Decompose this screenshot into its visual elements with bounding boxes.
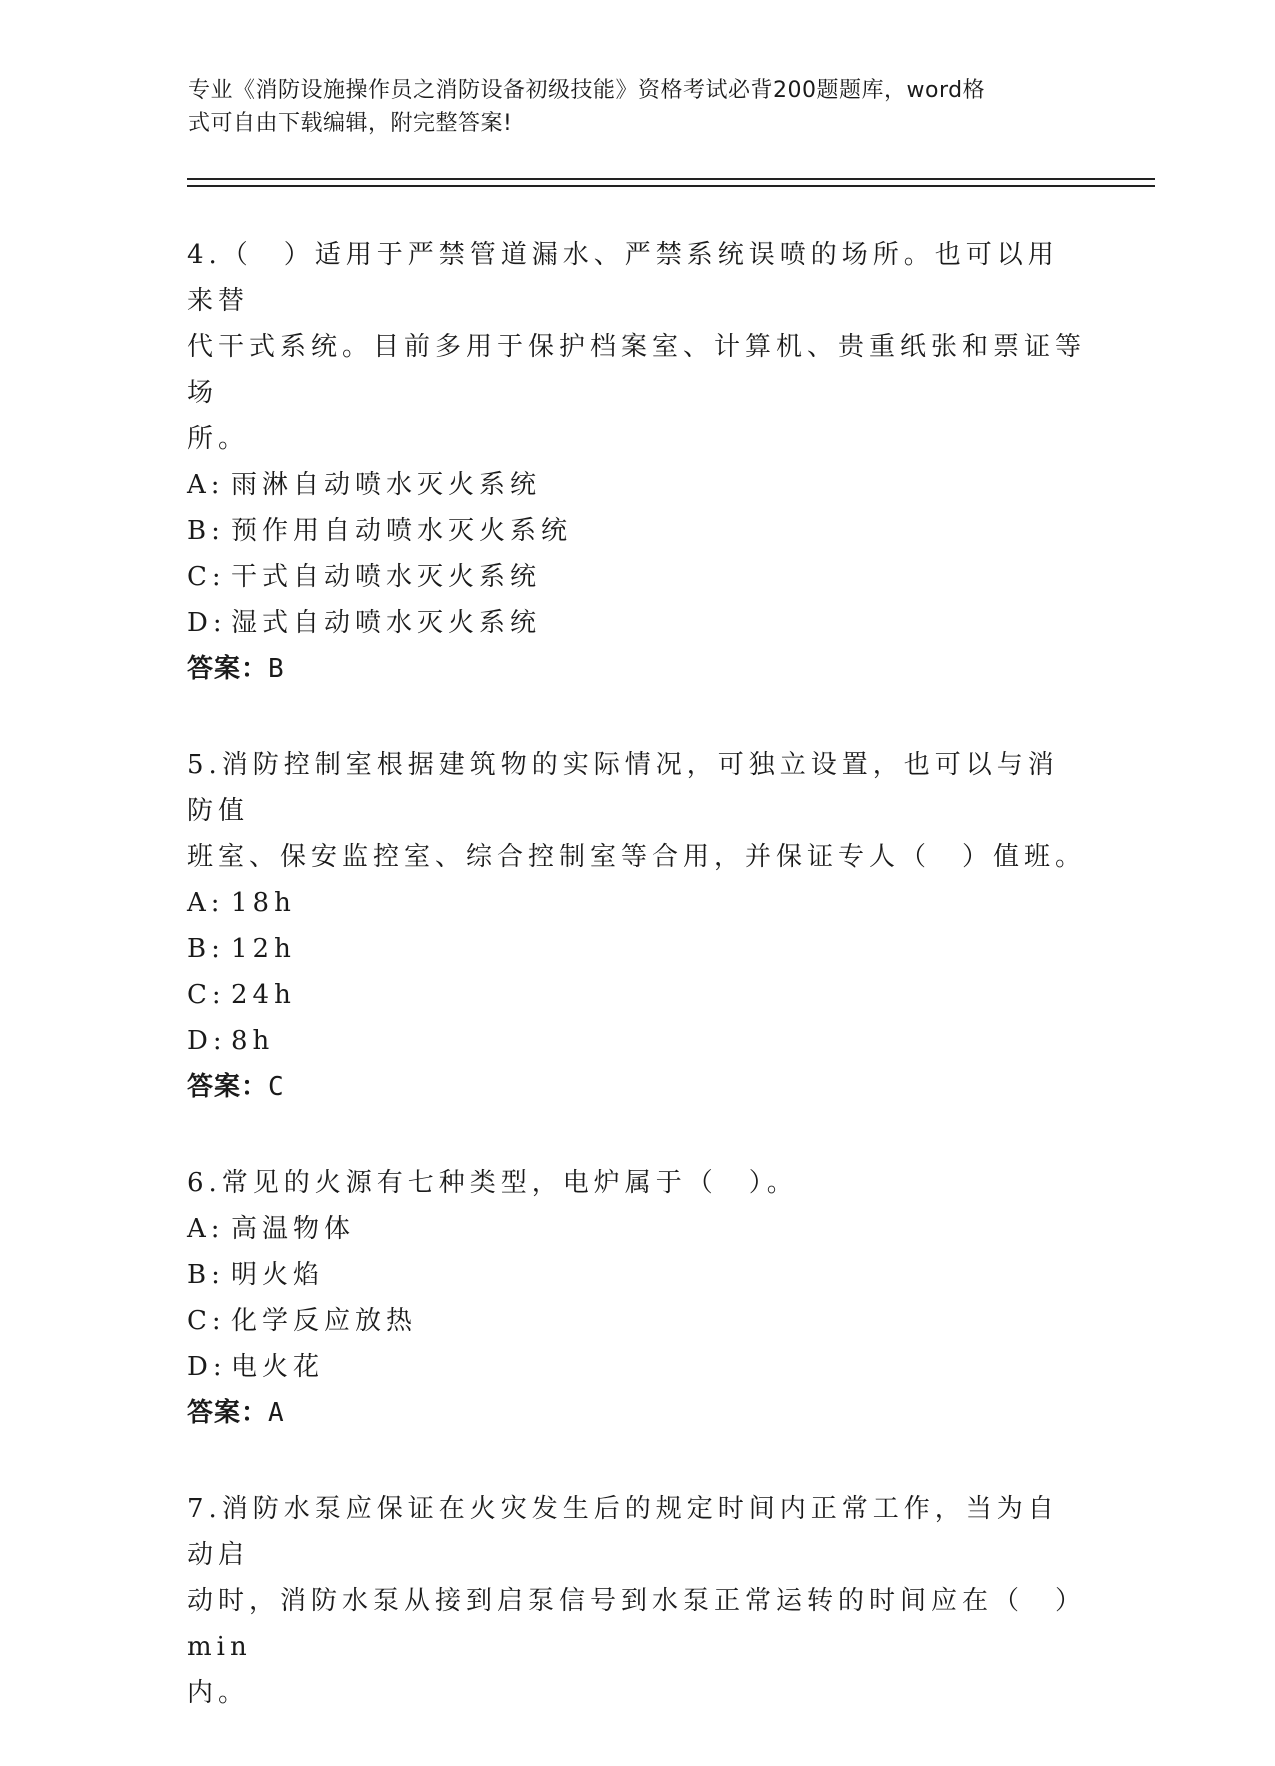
answer-label: 答案： — [187, 654, 269, 684]
question-7 — [187, 1486, 1087, 1716]
header-line-1: 专业《消防设施操作员之消防设备初级技能》资格考试必背200题题库，word格 — [188, 78, 986, 103]
answer — [187, 1390, 1087, 1436]
option-key: A: — [187, 888, 225, 918]
question-4 — [187, 232, 1087, 692]
header-divider-top — [187, 178, 1155, 180]
option-key: D: — [187, 1026, 227, 1056]
option-text: 18h — [231, 888, 296, 918]
option-key: C: — [187, 980, 226, 1010]
question-5-text — [187, 742, 1087, 880]
option-d — [187, 600, 1087, 646]
answer-label: 答案： — [187, 1398, 269, 1428]
option-text: 24h — [231, 980, 296, 1010]
question-6-text — [187, 1160, 1087, 1206]
option-text: 8h — [231, 1026, 275, 1056]
header-divider-bottom — [187, 185, 1155, 187]
question-text-line: 所。 — [187, 424, 250, 454]
answer — [187, 646, 1087, 692]
option-c — [187, 972, 1087, 1018]
option-b — [187, 1252, 1087, 1298]
question-6 — [187, 1160, 1087, 1436]
option-text: 高温物体 — [231, 1214, 356, 1244]
question-text-line: 6.常见的火源有七种类型，电炉属于（ ）。 — [187, 1168, 798, 1198]
option-a — [187, 880, 1087, 926]
option-key: C: — [187, 562, 226, 592]
option-text: 化学反应放热 — [231, 1306, 418, 1336]
option-text: 明火焰 — [231, 1260, 325, 1290]
option-d — [187, 1344, 1087, 1390]
option-key: C: — [187, 1306, 226, 1336]
option-key: B: — [187, 516, 225, 546]
option-key: D: — [187, 608, 227, 638]
option-text: 雨淋自动喷水灭火系统 — [231, 470, 542, 500]
option-b — [187, 926, 1087, 972]
question-text-line: 代干式系统。目前多用于保护档案室、计算机、贵重纸张和票证等场 — [187, 332, 1087, 408]
question-list — [187, 232, 1087, 1766]
answer — [187, 1064, 1087, 1110]
option-d — [187, 1018, 1087, 1064]
option-c — [187, 554, 1087, 600]
option-key: A: — [187, 1214, 225, 1244]
option-text: 电火花 — [231, 1352, 325, 1382]
option-a — [187, 462, 1087, 508]
answer-label: 答案： — [187, 1072, 269, 1102]
question-text-line: 班室、保安监控室、综合控制室等合用，并保证专人（ ）值班。 — [187, 842, 1087, 872]
question-text-line: 7.消防水泵应保证在火灾发生后的规定时间内正常工作，当为自动启 — [187, 1494, 1059, 1570]
answer-value: C — [268, 1072, 285, 1102]
question-text-line: 4.（ ）适用于严禁管道漏水、严禁系统误喷的场所。也可以用来替 — [187, 240, 1059, 316]
option-key: B: — [187, 1260, 225, 1290]
option-key: B: — [187, 934, 225, 964]
option-a — [187, 1206, 1087, 1252]
question-text-line: 动时，消防水泵从接到启泵信号到水泵正常运转的时间应在（ ）min — [187, 1586, 1087, 1662]
question-text-line: 内。 — [187, 1678, 250, 1708]
option-text: 预作用自动喷水灭火系统 — [231, 516, 573, 546]
question-4-text — [187, 232, 1087, 462]
option-c — [187, 1298, 1087, 1344]
question-text-line: 5.消防控制室根据建筑物的实际情况，可独立设置，也可以与消防值 — [187, 750, 1059, 826]
option-text: 12h — [231, 934, 296, 964]
option-b — [187, 508, 1087, 554]
document-header — [188, 74, 1068, 140]
option-key: D: — [187, 1352, 227, 1382]
option-key: A: — [187, 470, 225, 500]
option-text: 干式自动喷水灭火系统 — [231, 562, 542, 592]
option-text: 湿式自动喷水灭火系统 — [231, 608, 542, 638]
answer-value: A — [268, 1398, 285, 1428]
question-7-text — [187, 1486, 1087, 1716]
header-line-2: 式可自由下载编辑，附完整答案! — [188, 111, 513, 136]
answer-value: B — [268, 654, 285, 684]
question-5 — [187, 742, 1087, 1110]
